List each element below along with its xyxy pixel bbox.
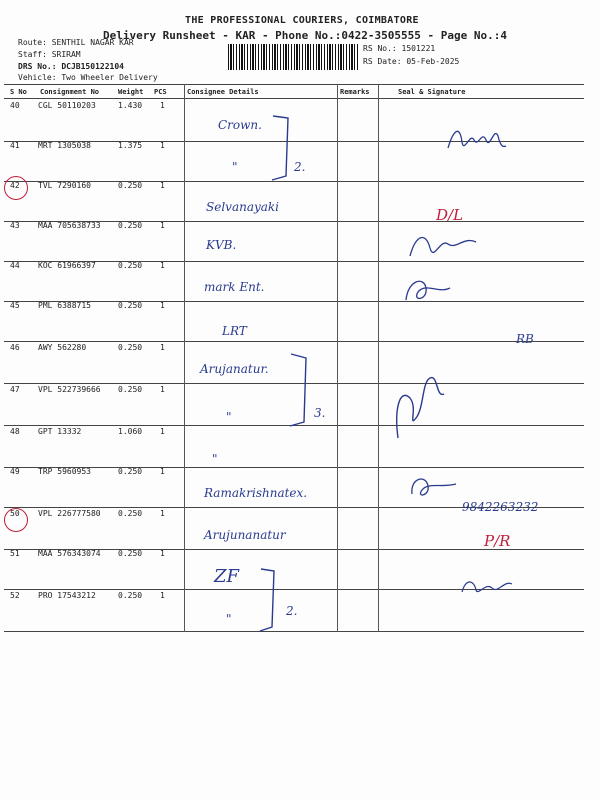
row-pcs: 1 — [160, 591, 165, 600]
route-label: Route: SENTHIL NAGAR KAR — [18, 38, 134, 47]
row-sno: 47 — [10, 385, 20, 394]
row-pcs: 1 — [160, 509, 165, 518]
handwritten-count: 2. — [294, 160, 306, 174]
row-consignment-no: TVL 7290160 — [38, 181, 91, 190]
row-pcs: 1 — [160, 549, 165, 558]
row-consignment-no: VPL 226777580 — [38, 509, 101, 518]
consignee-column-divider — [184, 84, 185, 632]
row-pcs: 1 — [160, 181, 165, 190]
handwritten-ditto: " — [226, 612, 232, 626]
drs-label: DRS No.: DCJB150122104 — [18, 62, 124, 71]
row-sno: 50 — [10, 509, 20, 518]
row-sno: 45 — [10, 301, 20, 310]
row-consignment-no: CGL 50110203 — [38, 101, 96, 110]
row-consignment-no: PRO 17543212 — [38, 591, 96, 600]
row-divider — [4, 301, 584, 302]
col-header-remarks: Remarks — [340, 88, 370, 96]
signature-scribble — [456, 570, 516, 600]
company-name: THE PROFESSIONAL COURIERS, COIMBATORE — [185, 15, 419, 26]
handwritten-remark: P/R — [484, 532, 511, 550]
row-consignment-no: KOC 61966397 — [38, 261, 96, 270]
bracket-mark — [288, 350, 318, 430]
col-header-seal: Seal & Signature — [398, 88, 466, 96]
row-weight: 0.250 — [118, 301, 143, 310]
row-weight: 1.375 — [118, 141, 143, 150]
handwritten-consignee: KVB. — [206, 238, 237, 252]
handwritten-consignee: LRT — [222, 324, 247, 338]
row-sno: 48 — [10, 427, 20, 436]
row-sno: 42 — [10, 181, 20, 190]
row-sno: 49 — [10, 467, 20, 476]
handwritten-count: 3. — [314, 406, 326, 420]
handwritten-ditto: " — [226, 410, 232, 424]
row-consignment-no: TRP 5960953 — [38, 467, 91, 476]
col-header-pcs: PCS — [154, 88, 167, 96]
handwritten-ditto: " — [232, 160, 238, 174]
col-header-consignment: Consignment No — [40, 88, 100, 96]
row-consignment-no: AWY 562280 — [38, 343, 87, 352]
handwritten-consignee: Arujunanatur — [204, 528, 286, 542]
barcode — [228, 44, 358, 70]
bracket-mark — [270, 112, 300, 182]
row-weight: 0.250 — [118, 221, 143, 230]
row-weight: 0.250 — [118, 181, 143, 190]
row-pcs: 1 — [160, 427, 165, 436]
row-pcs: 1 — [160, 101, 165, 110]
handwritten-ditto: " — [212, 452, 218, 466]
row-weight: 0.250 — [118, 591, 143, 600]
signature-scribble — [440, 118, 510, 163]
header-bottom-border — [4, 98, 584, 99]
row-sno: 44 — [10, 261, 20, 270]
row-consignment-no: MAA 576343074 — [38, 549, 101, 558]
handwritten-consignee: Ramakrishnatex. — [204, 486, 308, 500]
row-pcs: 1 — [160, 301, 165, 310]
row-pcs: 1 — [160, 467, 165, 476]
red-circle-mark — [4, 508, 28, 532]
row-pcs: 1 — [160, 221, 165, 230]
row-weight: 1.430 — [118, 101, 143, 110]
handwritten-consignee: Crown. — [218, 118, 262, 132]
handwritten-initials: RB — [516, 332, 534, 346]
row-sno: 43 — [10, 221, 20, 230]
row-weight: 0.250 — [118, 549, 143, 558]
signature-scribble — [388, 368, 458, 458]
vehicle-label: Vehicle: Two Wheeler Delivery — [18, 73, 158, 82]
bracket-mark — [258, 565, 288, 635]
row-weight: 0.250 — [118, 509, 143, 518]
row-sno: 40 — [10, 101, 20, 110]
rs-number: RS No.: 1501221 — [363, 44, 436, 53]
row-weight: 0.250 — [118, 467, 143, 476]
row-divider — [4, 467, 584, 468]
row-weight: 0.250 — [118, 343, 143, 352]
table-top-border — [4, 84, 584, 85]
col-header-consignee: Consignee Details — [187, 88, 259, 96]
signature-scribble — [398, 270, 458, 310]
row-consignment-no: GPT 13332 — [38, 427, 82, 436]
row-divider — [4, 341, 584, 342]
remarks-column-divider — [337, 84, 338, 632]
red-circle-mark — [4, 176, 28, 200]
row-sno: 46 — [10, 343, 20, 352]
signature-scribble — [404, 228, 484, 268]
row-sno: 41 — [10, 141, 20, 150]
row-divider — [4, 631, 584, 632]
row-weight: 0.250 — [118, 261, 143, 270]
row-weight: 1.060 — [118, 427, 143, 436]
signature-scribble — [402, 470, 462, 504]
runsheet-title: Delivery Runsheet - KAR - Phone No.:0422-3505555 - Page No.:4 — [103, 29, 507, 42]
signature-column-divider — [378, 84, 379, 632]
row-consignment-no: VPL 522739666 — [38, 385, 101, 394]
handwritten-phone: 9842263232 — [462, 500, 539, 514]
staff-label: Staff: SRIRAM — [18, 50, 81, 59]
row-consignment-no: MAA 705638733 — [38, 221, 101, 230]
handwritten-consignee: Selvanayaki — [206, 200, 280, 214]
rs-date: RS Date: 05-Feb-2025 — [363, 57, 460, 66]
row-pcs: 1 — [160, 343, 165, 352]
col-header-weight: Weight — [118, 88, 144, 96]
handwritten-count: 2. — [286, 604, 298, 618]
handwritten-remark: D/L — [436, 206, 464, 224]
row-pcs: 1 — [160, 385, 165, 394]
row-pcs: 1 — [160, 141, 165, 150]
handwritten-consignee: ZF — [214, 566, 239, 587]
row-consignment-no: PML 6388715 — [38, 301, 91, 310]
handwritten-consignee: Arujanatur. — [200, 362, 269, 376]
handwritten-consignee: mark Ent. — [204, 280, 265, 294]
row-consignment-no: MRT 1305038 — [38, 141, 91, 150]
row-sno: 52 — [10, 591, 20, 600]
row-pcs: 1 — [160, 261, 165, 270]
row-weight: 0.250 — [118, 385, 143, 394]
row-sno: 51 — [10, 549, 20, 558]
col-header-sno: S No — [10, 88, 27, 96]
